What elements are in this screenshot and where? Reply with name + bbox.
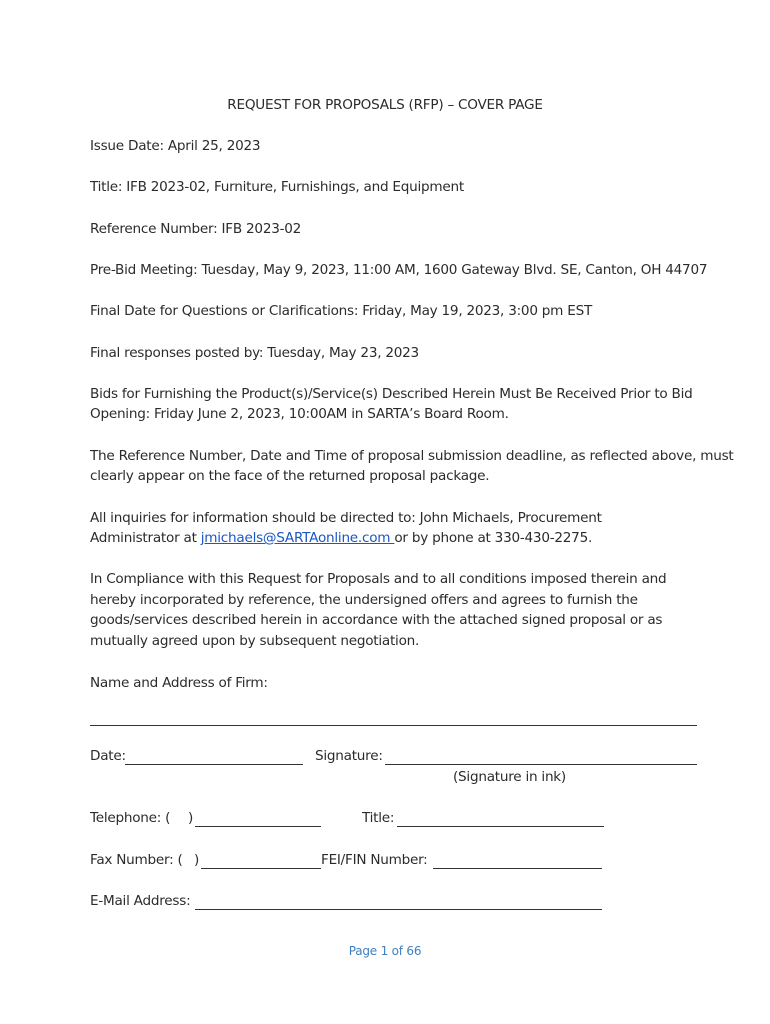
issue-date: Issue Date: April 25, 2023 bbox=[90, 138, 261, 154]
name-address-field-line[interactable] bbox=[90, 725, 697, 726]
compliance-line-4: mutually agreed upon by subsequent negotiation. bbox=[90, 633, 420, 649]
name-address-label: Name and Address of Firm: bbox=[90, 675, 268, 691]
compliance-line-3: goods/services described herein in accordance with the attached signed proposal or as bbox=[90, 612, 663, 628]
fax-field-line[interactable] bbox=[201, 868, 321, 869]
fei-label: FEI/FIN Number: bbox=[321, 852, 428, 868]
reference-paragraph-line-2: clearly appear on the face of the returned proposal package. bbox=[90, 468, 490, 484]
fei-field-line[interactable] bbox=[433, 868, 602, 869]
bids-paragraph-line-1: Bids for Furnishing the Product(s)/Service(s) Described Herein Must Be Received Prior to Bid bbox=[90, 386, 693, 402]
reference-paragraph-line-1: The Reference Number, Date and Time of proposal submission deadline, as reflected above, must bbox=[90, 448, 734, 464]
final-responses-date: Final responses posted by: Tuesday, May 23, 2023 bbox=[90, 345, 419, 361]
page-title: REQUEST FOR PROPOSALS (RFP) – COVER PAGE bbox=[227, 97, 543, 113]
bids-paragraph-line-2: Opening: Friday June 2, 2023, 10:00AM in SARTA’s Board Room. bbox=[90, 406, 509, 422]
page-number-footer: Page 1 of 66 bbox=[348, 944, 422, 958]
email-address-label: E-Mail Address: bbox=[90, 893, 191, 909]
telephone-close-paren: ) bbox=[188, 810, 194, 826]
title-label: Title: bbox=[362, 810, 395, 826]
prebid-meeting: Pre-Bid Meeting: Tuesday, May 9, 2023, 11:00 AM, 1600 Gateway Blvd. SE, Canton, OH 44707 bbox=[90, 262, 708, 278]
date-field-line[interactable] bbox=[125, 764, 303, 765]
inquiries-line-1: All inquiries for information should be directed to: John Michaels, Procurement bbox=[90, 510, 602, 526]
title-field-line[interactable] bbox=[397, 826, 604, 827]
email-link[interactable]: jmichaels@SARTAonline.com bbox=[200, 530, 395, 546]
fax-close-paren: ) bbox=[194, 852, 200, 868]
email-field-line[interactable] bbox=[195, 909, 602, 910]
date-label: Date: bbox=[90, 748, 126, 764]
reference-number: Reference Number: IFB 2023-02 bbox=[90, 221, 302, 237]
signature-label: Signature: bbox=[315, 748, 383, 764]
compliance-line-1: In Compliance with this Request for Proposals and to all conditions imposed therein and bbox=[90, 571, 667, 587]
inquiries-prefix: Administrator at bbox=[90, 530, 201, 546]
inquiries-suffix: or by phone at 330-430-2275. bbox=[394, 530, 593, 546]
telephone-label: Telephone: ( bbox=[90, 810, 171, 826]
fax-label: Fax Number: ( bbox=[90, 852, 183, 868]
signature-field-line[interactable] bbox=[385, 764, 697, 765]
compliance-line-2: hereby incorporated by reference, the undersigned offers and agrees to furnish the bbox=[90, 592, 638, 608]
inquiries-line-2 bbox=[90, 528, 592, 549]
final-questions-date: Final Date for Questions or Clarifications: Friday, May 19, 2023, 3:00 pm EST bbox=[90, 303, 593, 319]
rfp-title-line: Title: IFB 2023-02, Furniture, Furnishings, and Equipment bbox=[90, 179, 464, 195]
telephone-field-line[interactable] bbox=[195, 826, 321, 827]
signature-note: (Signature in ink) bbox=[453, 769, 566, 785]
